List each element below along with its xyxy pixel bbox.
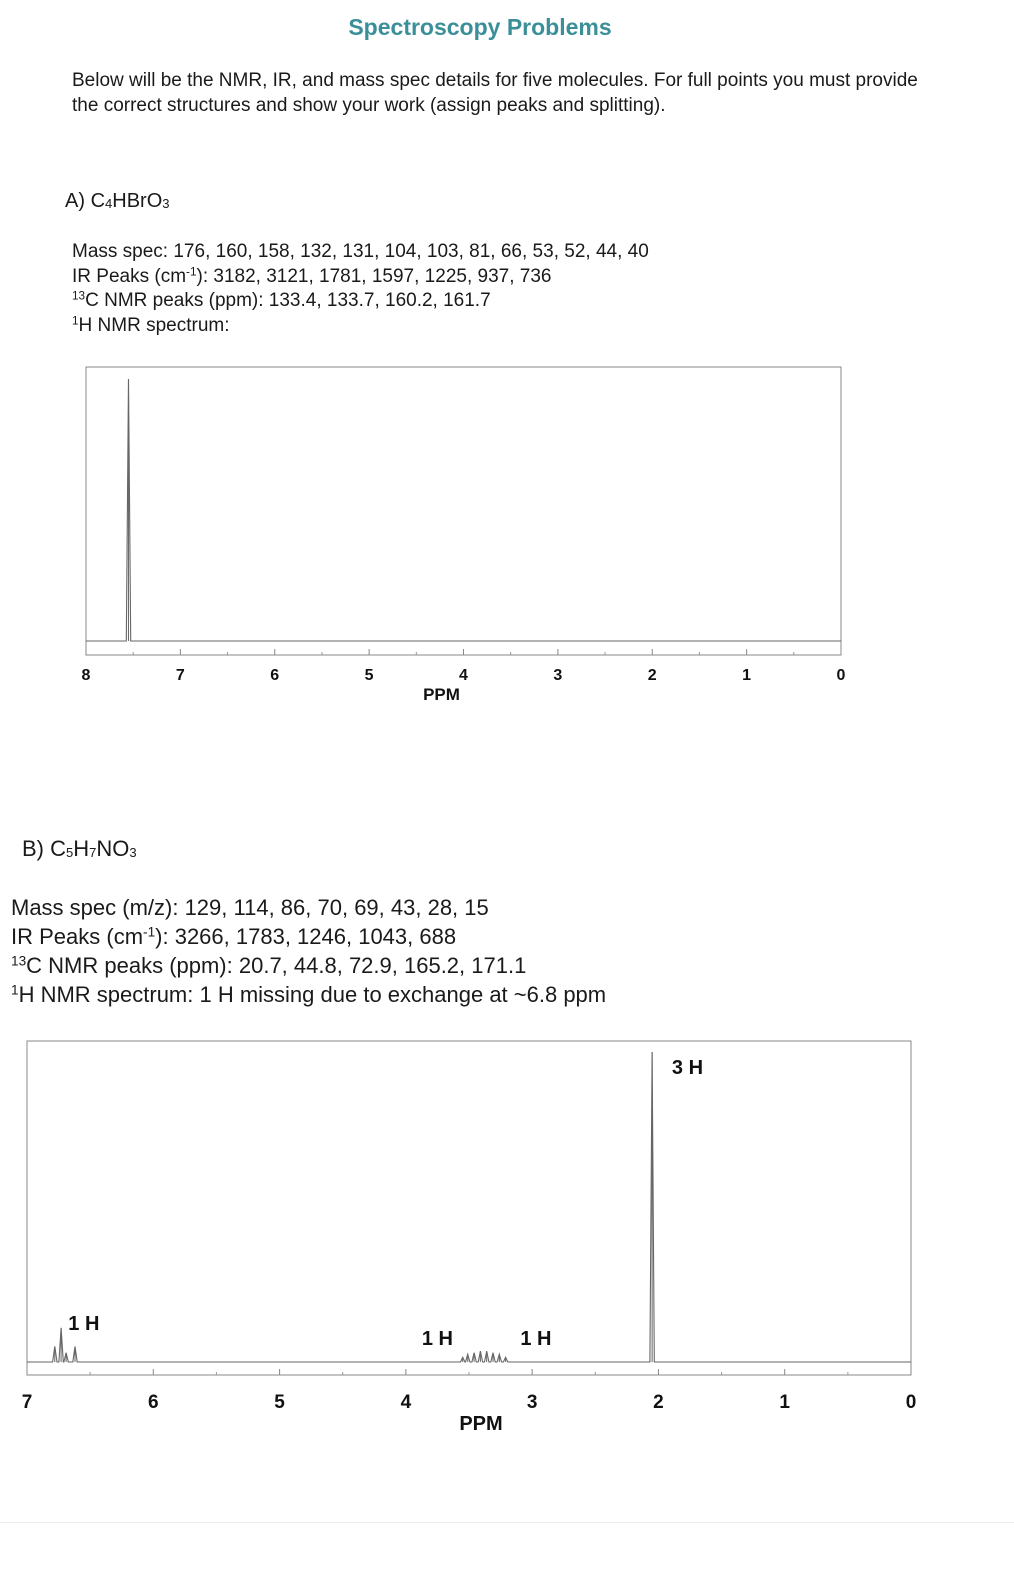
problem-b-c13-nmr: $^{13}$C NMR peaks (ppm): 20.7, 44.8, 72.9, 165.2, 171.1 (11, 953, 527, 978)
axis-tick-label: 3 (526, 1392, 538, 1413)
axis-tick-label: 4 (459, 667, 468, 684)
problem-b-mass-spec: Mass spec (m/z): 129, 114, 86, 70, 69, 43, 28, 15 (11, 895, 489, 920)
axis-tick-label: 7 (21, 1392, 33, 1413)
formula-subscript: 3 (129, 845, 137, 860)
axis-tick-label: 2 (647, 667, 657, 684)
problem-b-h1-nmr: $^1$H NMR spectrum: 1 H missing due to exchange at ~6.8 ppm (11, 982, 607, 1007)
axis-tick-label: 3 (553, 667, 563, 684)
formula-part: C (50, 836, 67, 861)
formula-part: C (90, 190, 106, 212)
formula-part: NO (96, 836, 130, 861)
formula-subscript: 3 (162, 196, 170, 211)
spectrum-trace (86, 379, 841, 641)
spectrum-trace (27, 1052, 911, 1362)
problem-a-ir-peaks: IR Peaks $(cm^{-1})$: 3182, 3121, 1781, 1597, 1225, 937, 736 (72, 265, 552, 287)
axis-tick-label: 0 (905, 1392, 917, 1413)
axis-tick-label: 8 (81, 667, 91, 684)
axis-tick-label: 6 (270, 667, 280, 684)
problem-b-letter: B) (22, 836, 44, 861)
integration-label: 1 H (421, 1328, 453, 1350)
axis-tick-label: 4 (400, 1392, 412, 1413)
axis-tick-label: 1 (742, 667, 752, 684)
axis-tick-label: 0 (836, 667, 846, 684)
axis-tick-label: 6 (147, 1392, 159, 1413)
formula-subscript: 4 (105, 196, 113, 211)
x-axis-label: PPM (459, 1413, 503, 1435)
integration-label: 3 H (671, 1057, 704, 1079)
problem-a-letter: A) (65, 190, 85, 212)
problem-b-ir-peaks: IR Peaks $(cm^{-1})$: 3266, 1783, 1246, 1043, 688 (11, 924, 457, 949)
formula-part: H (73, 836, 90, 861)
plot-frame (27, 1041, 911, 1375)
formula-subscript: 5 (66, 845, 74, 860)
intro-paragraph: Below will be the NMR, IR, and mass spec details for five molecules. For full points you must provide the correct structures and show your work (assign peaks and splitting). (72, 70, 918, 116)
problem-a-h1-nmr: $^1$H NMR spectrum: (72, 314, 230, 336)
plot-frame (86, 367, 841, 655)
formula-subscript: 7 (89, 845, 97, 860)
nmr-spectrum-b (22, 1041, 917, 1435)
bottom-divider (0, 1522, 1014, 1523)
axis-tick-label: 1 (779, 1392, 791, 1413)
formula-part: HBrO (112, 190, 163, 212)
problem-a-mass-spec: Mass spec: 176, 160, 158, 132, 131, 104, 103, 81, 66, 53, 52, 44, 40 (72, 241, 649, 262)
nmr-spectrum-a (82, 367, 846, 704)
integration-label: 1 H (68, 1313, 100, 1335)
problem-a-c13-nmr: $^{13}$C NMR peaks (ppm): 133.4, 133.7, 160.2, 161.7 (72, 289, 491, 311)
page-title: Spectroscopy Problems (348, 14, 612, 40)
axis-tick-label: 5 (364, 667, 374, 684)
integration-label: 1 H (520, 1328, 552, 1350)
axis-tick-label: 5 (274, 1392, 285, 1413)
axis-tick-label: 7 (175, 667, 185, 684)
axis-tick-label: 2 (653, 1392, 664, 1413)
x-axis-label: PPM (423, 685, 460, 704)
